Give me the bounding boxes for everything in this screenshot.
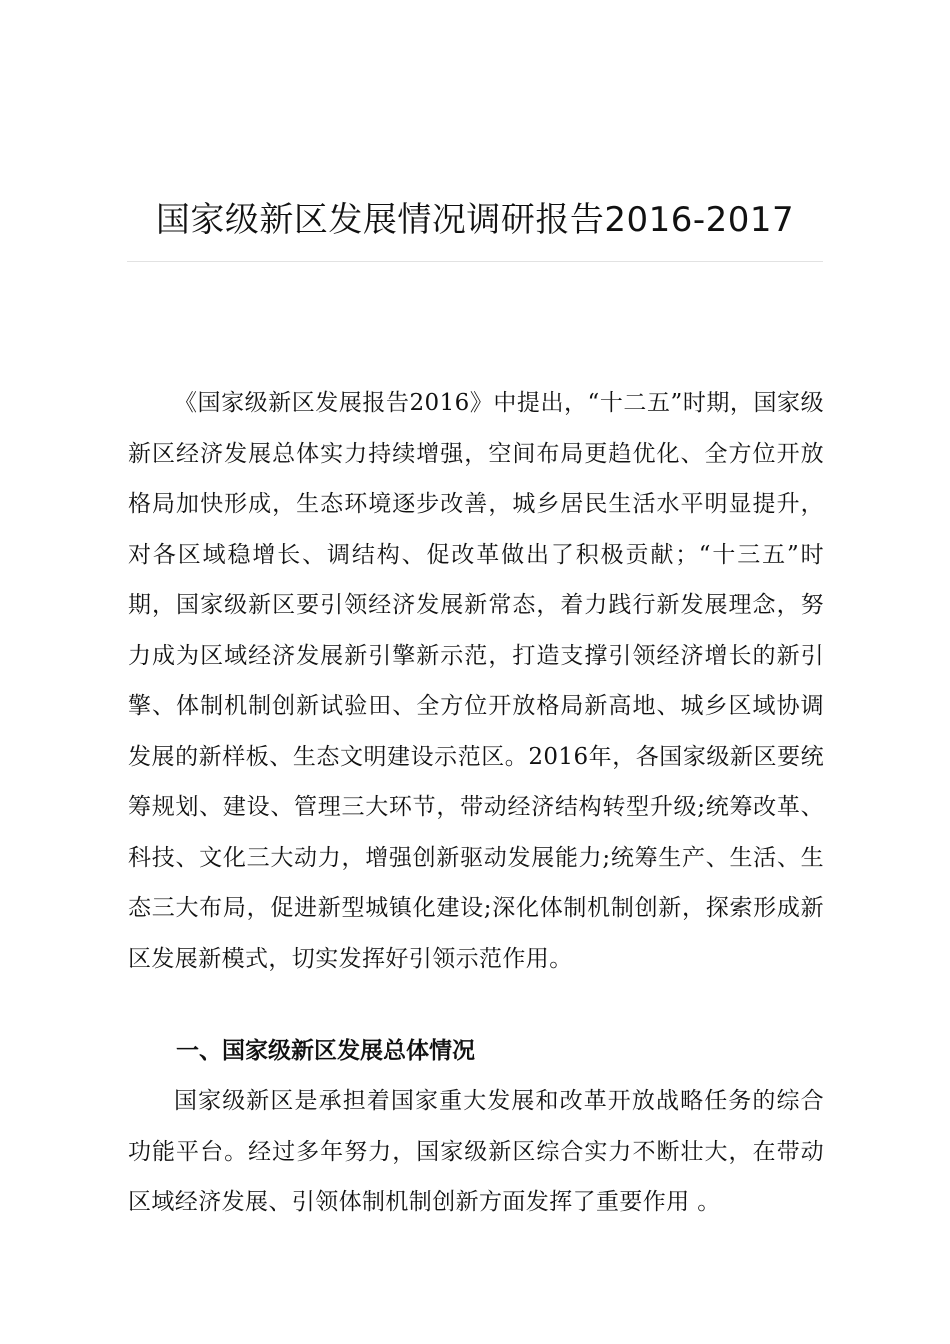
intro-paragraph: 《国家级新区发展报告2016》中提出，“十二五”时期，国家级新区经济发展总体实力持续增强，空间布局更趋优化、全方位开放格局加快形成，生态环境逐步改善，城乡居民生活水平明显提升，对各区域稳增长、调结构、促改革做出了积极贡献；“十三五”时期，国家级新区要引领经济发展新常态，着力践行新发展理念，努力成为区域经济发展新引擎新示范，打造支撑引领经济增长的新引擎、体制机制创新试验田、全方位开放格局新高地、城乡区域协调发展的新样板、生态文明建设示范区。2016年，各国家级新区要统筹规划、建设、管理三大环节，带动经济结构转型升级;统筹改革、科技、文化三大动力，增强创新驱动发展能力;统筹生产、生活、生态三大布局，促进新型城镇化建设;深化体制机制创新，探索形成新区发展新模式，切实发挥好引领示范作用。 xyxy=(128,390,824,972)
document-title: 国家级新区发展情况调研报告2016-2017 xyxy=(155,200,795,240)
title-divider xyxy=(127,261,823,262)
section-paragraph: 国家级新区是承担着国家重大发展和改革开放战略任务的综合功能平台。经过多年努力，国家级新区综合实力不断壮大，在带动区域经济发展、引领体制机制创新方面发挥了重要作用 。 xyxy=(128,1088,824,1215)
section-heading: 一、国家级新区发展总体情况 xyxy=(176,1038,475,1064)
